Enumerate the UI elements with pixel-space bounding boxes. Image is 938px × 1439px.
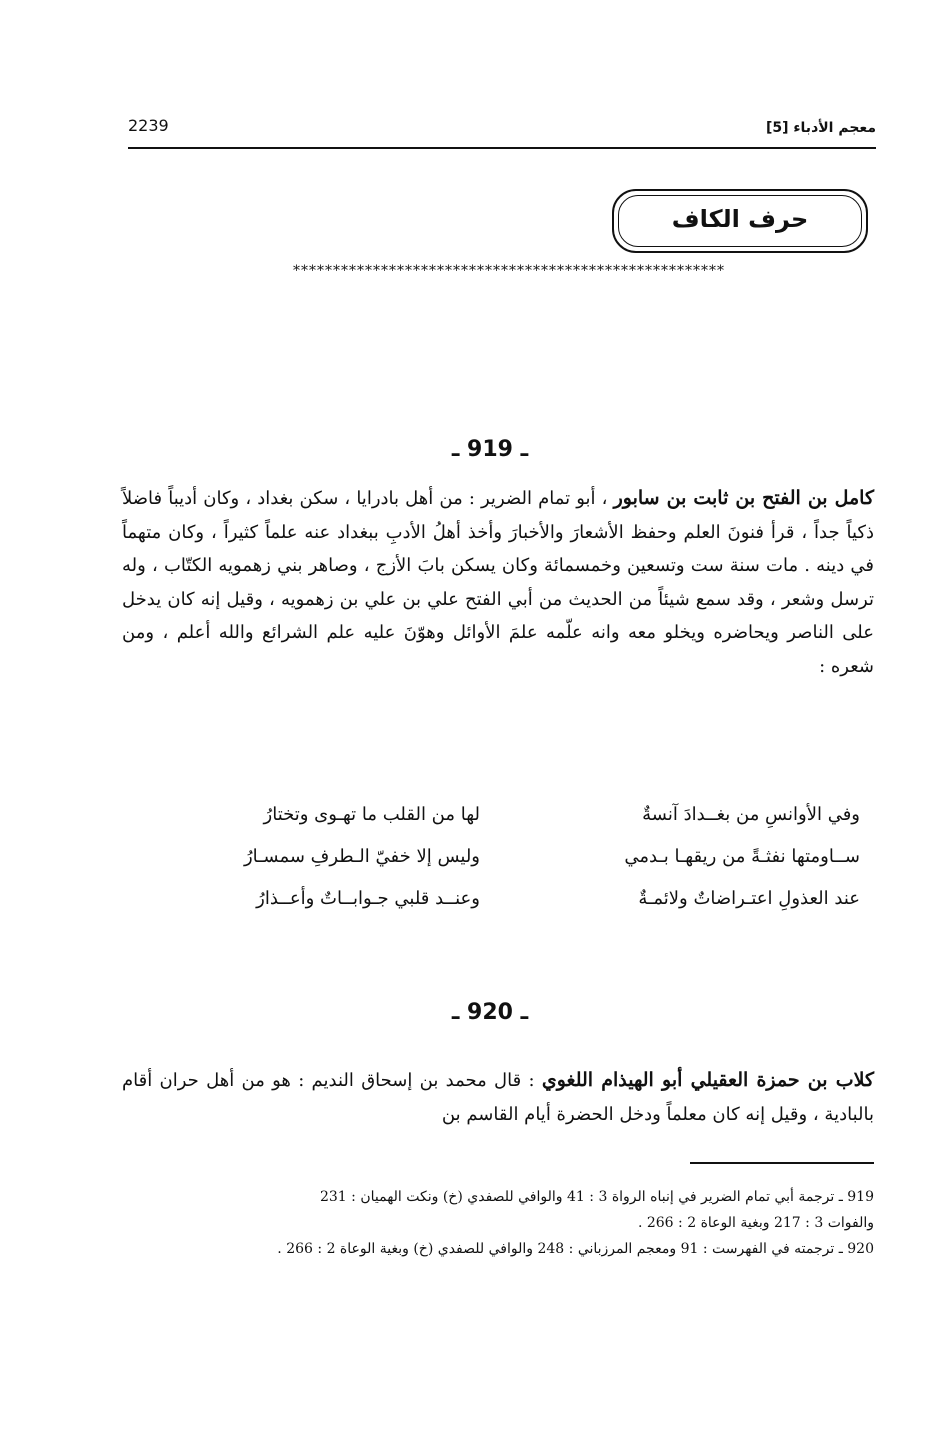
verse-second-hemistich: لها من القلب ما تهـوى وتختارُ (263, 804, 480, 825)
poem-verses (160, 804, 860, 930)
entry-text: ، أبو تمام الضرير : من أهل بادرايا ، سكن بغداد ، وكان أديباً فاضلاً ذكياً جداً ، قرأ فنونَ العلم وحفظ الأشعارَ والأخبارَ وأخذ أهلُ الأدبِ ببغداد عنه علماً كثيراً ، وكان متهماً في دينه . مات سنة ست وتسعين وخمسمائة وكان يسكن بابَ الأزج ، وصاهر بني زهمويه الكتّاب ، وله ترسل وشعر ، وقد سمع شيئاً من الحديث من أبي الفتح علي بن علي بن زهمويه ، وقيل إنه كان يدخل على الناصر ويحاضره ويخلو معه وانه علّمه علمَ الأوائل وهوّنَ عليه علم الشرائع والله أعلم ، ومن شعره : (122, 488, 874, 677)
header-rule (128, 147, 876, 149)
verse-line (160, 846, 860, 888)
star-ornament-divider: ****************************************************** (293, 263, 725, 279)
running-title: معجم الأدباء [5] (765, 120, 876, 136)
entry-number: ـ 919 ـ (451, 437, 529, 462)
verse-first-hemistich: عند العذولِ اعتـراضاتٌ ولائمـةٌ (638, 888, 860, 909)
entry-number: ـ 920 ـ (451, 1000, 529, 1025)
entry-text: : قال محمد بن إسحاق النديم : هو من أهل حران أقام بالبادية ، وقيل إنه كان معلماً ودخل الحضرة أيام القاسم بن (122, 1070, 874, 1125)
footnotes (128, 1184, 874, 1262)
verse-first-hemistich: وفي الأوانسِ من بغــدادَ آنسةٌ (642, 804, 860, 825)
footnote-rule (690, 1162, 874, 1164)
verse-line (160, 804, 860, 846)
footnote-line: والفوات 3 : 217 وبغية الوعاة 2 : 266 . (637, 1215, 874, 1231)
verse-second-hemistich: وعنــد قلبي جـوابــاتٌ وأعــذارُ (256, 888, 480, 909)
footnote-line: 919 ـ ترجمة أبي تمام الضرير في إنباه الرواة 3 : 41 والوافي للصفدي (خ) ونكت الهميان : 231 (319, 1189, 874, 1205)
verse-line (160, 888, 860, 930)
entry-paragraph (122, 482, 874, 683)
verse-second-hemistich: وليس إلا خفيّ الـطرفِ سمسـارُ (243, 846, 480, 867)
chapter-title: حرف الكاف (671, 205, 809, 233)
footnote-line: 920 ـ ترجمته في الفهرست : 91 ومعجم المرزباني : 248 والوافي للصفدي (خ) وبغية الوعاة 2 : 266 . (277, 1241, 874, 1257)
entry-paragraph (122, 1064, 874, 1131)
chapter-title-frame (612, 189, 868, 253)
verse-first-hemistich: ســاومتها نفثـةً من ريقهـا بـدمي (624, 846, 860, 867)
entry-name: كامل بن الفتح بن ثابت بن سابور (613, 487, 874, 509)
entry-name: كلاب بن حمزة العقيلي أبو الهيذام اللغوي (541, 1069, 874, 1091)
page-number: 2239 (128, 116, 169, 135)
page-header (128, 112, 876, 146)
